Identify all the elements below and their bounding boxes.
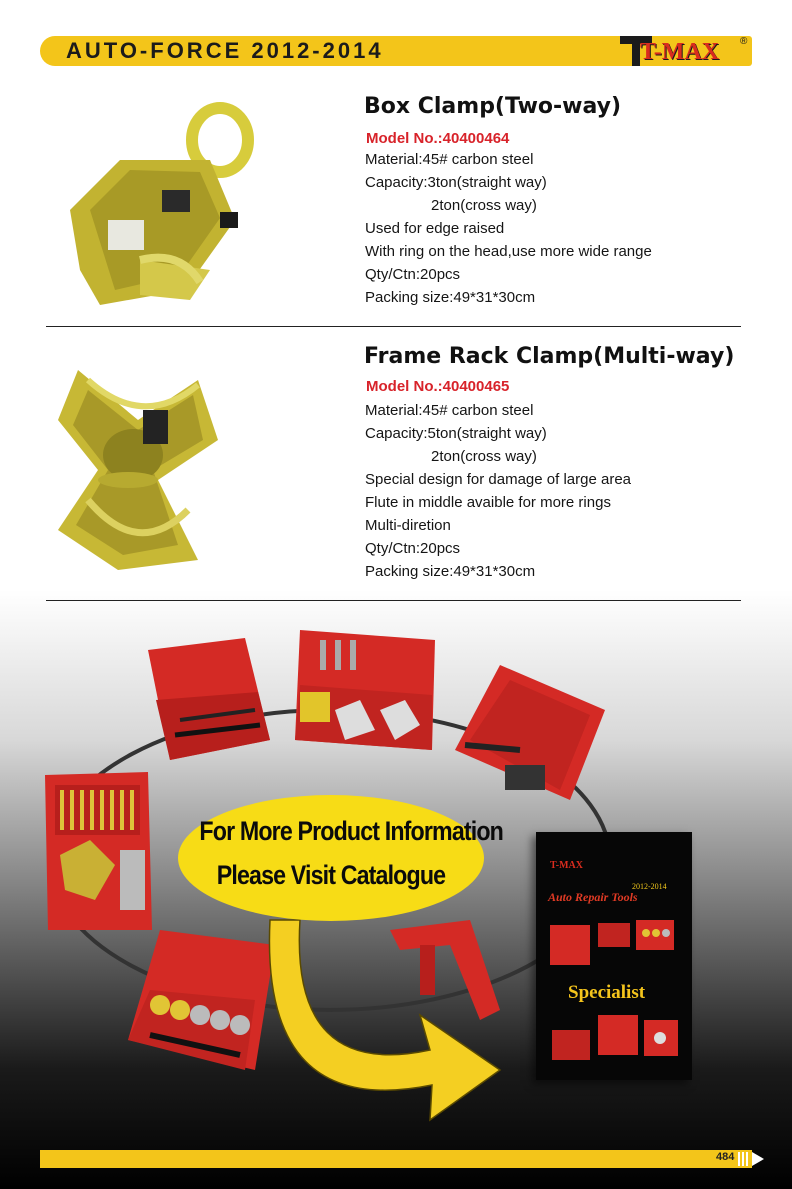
page-number: 484 [716, 1151, 735, 1163]
spec-item: Flute in middle avaible for more rings [365, 494, 611, 511]
spec-item: Capacity:3ton(straight way) [365, 174, 547, 191]
box-clamp-image [60, 100, 270, 305]
product-spec-list [365, 148, 652, 309]
tool-case-icon [128, 930, 275, 1070]
catalogue-logo: T-MAX [550, 860, 583, 871]
tool-case-icon [455, 665, 605, 800]
spec-item: Material:45# carbon steel [365, 402, 534, 419]
product-spec-list [365, 399, 631, 583]
header-title: AUTO-FORCE 2012-2014 [66, 38, 384, 63]
frame-rack-clamp-image [48, 360, 238, 570]
spec-item: Qty/Ctn:20pcs [365, 266, 461, 283]
section-divider [46, 326, 741, 327]
promo-line-1: For More Product Information [199, 816, 504, 846]
spec-item: 2ton(cross way) [431, 448, 537, 465]
header-logo-text: T-MAX [640, 39, 720, 65]
product-model-number: Model No.:40400464 [366, 130, 510, 147]
catalogue-cases-icon [548, 915, 678, 975]
footer-band [40, 1150, 752, 1168]
tool-case-icon [295, 630, 435, 750]
spec-item: 2ton(cross way) [431, 197, 537, 214]
tool-case-icon [45, 772, 152, 930]
product-model-number: Model No.:40400465 [366, 378, 510, 395]
spec-item: Qty/Ctn:20pcs [365, 540, 461, 557]
spec-item: Multi-diretion [365, 517, 451, 534]
spec-item: With ring on the head,use more wide range [365, 243, 652, 260]
catalogue-title: Auto Repair Tools [548, 890, 638, 904]
product-title: Box Clamp(Two-way) [364, 94, 622, 119]
spec-item: Material:45# carbon steel [365, 151, 534, 168]
spec-item: Used for edge raised [365, 220, 505, 237]
page-arrow-icon [738, 1150, 768, 1168]
spec-item: Capacity:5ton(straight way) [365, 425, 547, 442]
promo-line-2: Please Visit Catalogue [216, 860, 446, 890]
catalogue-subtitle: Specialist [568, 982, 646, 1003]
spec-item: Special design for damage of large area [365, 471, 632, 488]
spec-item: Packing size:49*31*30cm [365, 289, 536, 306]
promo-ellipse [178, 795, 504, 921]
tool-case-icon [148, 638, 270, 760]
registered-mark: ® [740, 36, 748, 47]
catalogue-year: 2012-2014 [632, 882, 667, 891]
catalogue-cases-icon [550, 1010, 680, 1065]
product-title: Frame Rack Clamp(Multi-way) [364, 344, 735, 369]
spec-item: Packing size:49*31*30cm [365, 563, 536, 580]
